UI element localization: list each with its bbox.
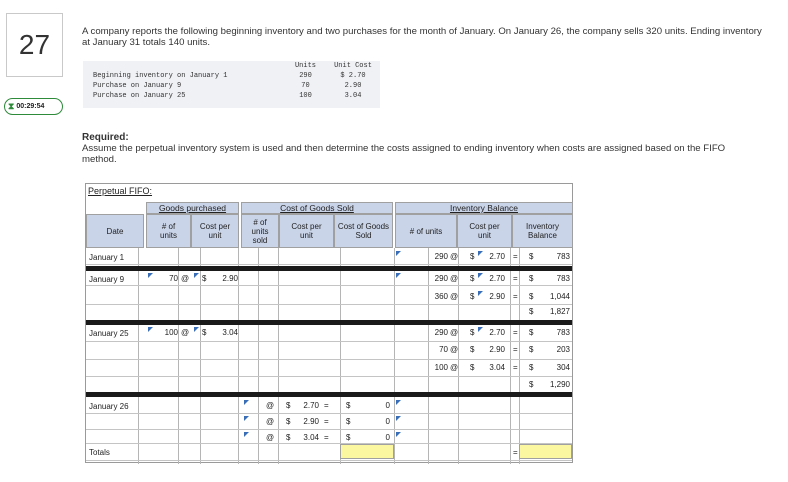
row-label: Purchase on January 25 [93,92,186,100]
dollar-symbol: $ [529,363,534,372]
cogs-value: 0 [385,433,390,442]
dollar-symbol: $ [346,417,351,426]
question-prompt: A company reports the following beginning inventory and two purchases for the month of January. On January 26, the company sells 320 units. Ending inventory at January 31 totals 140 units. [82,26,762,48]
balance-units-input[interactable]: 290 [396,273,448,285]
units-sold-input[interactable] [244,400,258,412]
balance-cost-input[interactable]: 2.70 [478,273,505,285]
balance-units-input[interactable]: 70 [439,345,448,354]
totals-label: Totals [89,448,110,457]
dollar-symbol: $ [470,328,475,337]
required-text: Assume the perpetual inventory system is used and then determine the costs assigned to ending inventory when costs are assigned based on the FIFO method. [82,143,726,165]
at-symbol: @ [181,328,190,337]
balance-cost-input[interactable]: 2.90 [489,345,505,354]
data-row [83,72,380,81]
header-purchased-units: # of units [146,214,191,248]
data-row [83,82,380,91]
date-jan-1: January 1 [89,253,125,262]
balance-cost-input[interactable]: 2.70 [478,251,505,263]
date-jan-9: January 9 [89,275,125,284]
equals-symbol: = [513,363,518,372]
balance-total: 783 [556,274,570,283]
dollar-symbol: $ [529,345,534,354]
at-symbol: @ [266,433,275,442]
units-sold-input[interactable] [244,416,258,428]
equals-symbol: = [513,448,518,457]
timer-badge [4,98,63,115]
fifo-worksheet [85,183,573,463]
row-cost: 3.04 [344,92,362,100]
equals-symbol: = [513,252,518,261]
question-number-box [6,13,63,77]
row-label: Purchase on January 9 [93,82,182,90]
balance-total-cell[interactable] [519,444,572,459]
header-units-sold: # of units sold [241,214,279,248]
at-symbol: @ [450,292,459,301]
equals-symbol: = [513,292,518,301]
balance-units-input[interactable]: 100 [434,363,448,372]
dollar-symbol: $ [346,433,351,442]
dollar-symbol: $ [470,363,475,372]
dollar-symbol: $ [194,273,206,285]
balance-sum: 1,290 [549,380,570,389]
dollar-symbol: $ [286,401,291,410]
dollar-symbol: $ [529,252,534,261]
header-balance-units: # of units [395,214,457,248]
balance-units-input[interactable]: 360 [434,292,448,301]
row-units: 70 [301,82,310,90]
dollar-symbol: $ [529,380,534,389]
col-cost-header: Unit Cost [334,62,372,70]
group-goods-purchased: Goods purchased [146,202,239,214]
dollar-symbol: $ [529,292,534,301]
dollar-symbol: $ [286,433,291,442]
balance-total: 1,044 [549,292,570,301]
balance-total: 783 [556,328,570,337]
cogs-value: 0 [385,417,390,426]
purchased-units-input[interactable]: 70 [148,273,178,285]
balance-units-input[interactable]: 290 [434,328,448,337]
balance-sum: 1,827 [549,307,570,316]
equals-symbol: = [324,417,329,426]
group-inventory-balance: Inventory Balance [395,202,573,214]
balance-total: 203 [556,345,570,354]
equals-symbol: = [513,328,518,337]
equals-symbol: = [324,433,329,442]
balance-cost-input[interactable]: 2.70 [478,327,505,339]
dollar-symbol: $ [470,252,475,261]
dollar-symbol: $ [346,401,351,410]
at-symbol: @ [450,328,459,337]
sold-cost-input[interactable]: 2.90 [303,417,319,426]
row-cost: $ 2.70 [340,72,366,80]
equals-symbol: = [513,274,518,283]
at-symbol: @ [450,363,459,372]
cogs-total-cell[interactable] [340,444,394,459]
hourglass-icon: ⧗ [8,101,15,111]
at-symbol: @ [266,401,275,410]
date-jan-25: January 25 [89,329,129,338]
dollar-symbol: $ [529,307,534,316]
row-units: 100 [299,92,312,100]
timer-value: 00:29:54 [16,103,45,110]
group-cost-of-goods-sold: Cost of Goods Sold [241,202,393,214]
purchased-cost-input[interactable]: 2.90 [222,274,238,283]
balance-units-input[interactable]: 290 [396,251,448,263]
at-symbol: @ [450,274,459,283]
cogs-value: 0 [385,401,390,410]
at-symbol: @ [450,345,459,354]
date-jan-26: January 26 [89,402,129,411]
balance-units-input[interactable] [396,416,410,428]
header-cogs: Cost of Goods Sold [334,214,393,248]
dollar-symbol: $ [470,345,475,354]
balance-total: 304 [556,363,570,372]
header-date: Date [86,214,144,248]
header-balance-total: Inventory Balance [512,214,573,248]
required-heading: Required: [82,132,129,143]
row-units: 290 [299,72,312,80]
at-symbol: @ [450,252,459,261]
dollar-symbol: $ [529,274,534,283]
purchased-cost-input[interactable]: 3.04 [222,328,238,337]
dollar-symbol: $ [529,328,534,337]
at-symbol: @ [266,417,275,426]
dollar-symbol: $ [286,417,291,426]
worksheet-title: Perpetual FIFO: [88,186,153,196]
dollar-symbol: $ [194,327,206,339]
inventory-data-table [83,61,380,108]
dollar-symbol: $ [470,274,475,283]
dollar-symbol: $ [470,292,475,301]
balance-cost-input[interactable]: 2.90 [478,291,505,303]
balance-total: 783 [556,252,570,261]
sold-cost-input[interactable]: 2.70 [303,401,319,410]
header-balance-cost: Cost per unit [457,214,512,248]
row-cost: 2.90 [344,82,362,90]
sold-cost-input[interactable]: 3.04 [303,433,319,442]
question-number: 27 [18,29,51,60]
balance-cost-input[interactable]: 3.04 [489,363,505,372]
purchased-units-input[interactable]: 100 [148,327,178,339]
header-sold-cost: Cost per unit [279,214,334,248]
row-label: Beginning inventory on January 1 [93,72,228,80]
equals-symbol: = [324,401,329,410]
data-row [83,92,380,101]
col-units-header: Units [294,62,316,70]
equals-symbol: = [513,345,518,354]
header-purchased-cost: Cost per unit [191,214,239,248]
at-symbol: @ [181,274,190,283]
balance-units-input[interactable] [396,400,410,412]
